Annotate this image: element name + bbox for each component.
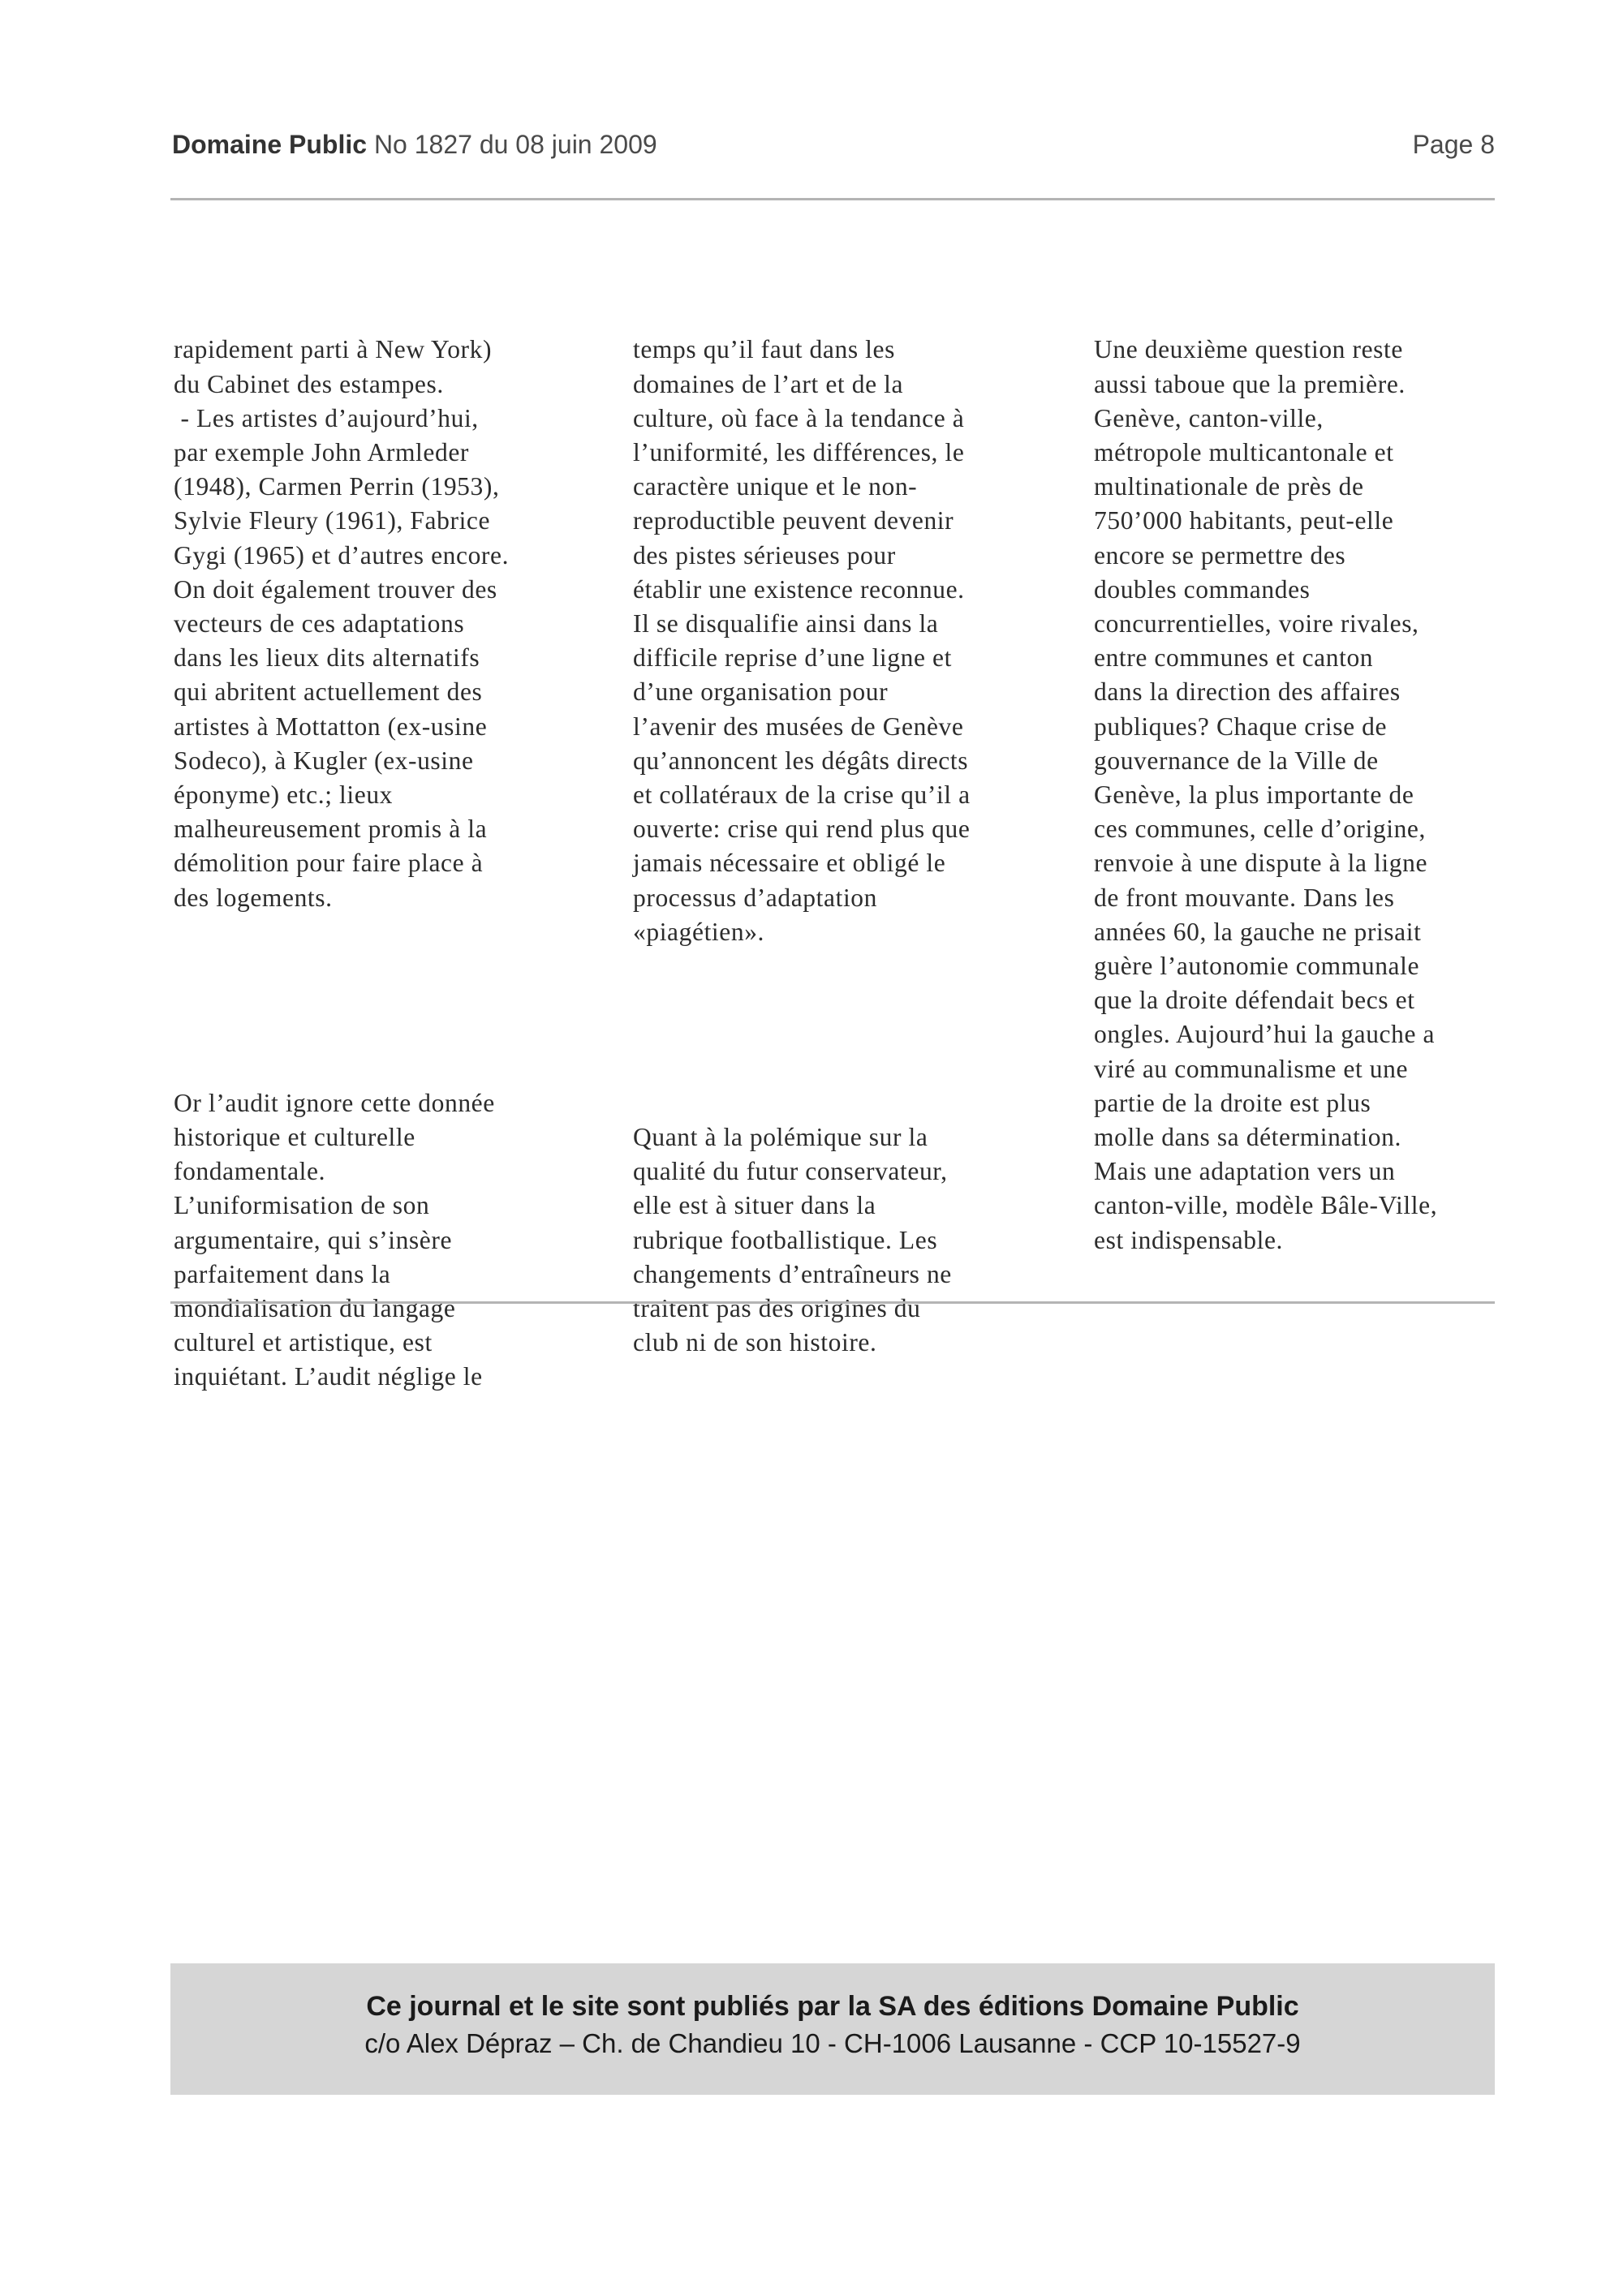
column-2-paragraph-2: Quant à la polémique sur la qualité du futur conservateur, elle est à situer dans la rubrique footballistique. Les changements d’entraîneurs ne traitent pas des origines du club ni de son histoire. — [633, 1123, 952, 1357]
column-2-paragraph-1: temps qu’il faut dans les domaines de l’art et de la culture, où face à la tendance à l’uniformité, les différences, le caractère unique et le non- reproductible peuvent devenir des pistes sérieuses pour établir une existence reconnue. Il se disqualifie ainsi dans la difficile reprise d’une ligne et d’une organisation pour l’avenir des musées de Genève qu’annoncent les dégâts directs et collatéraux de la crise qu’il a ouverte: crise qui rend plus que jamais nécessaire et obligé le processus d’adaptation «piagétien». — [633, 335, 971, 946]
footer-address-line: c/o Alex Dépraz – Ch. de Chandieu 10 - CH-1006 Lausanne - CCP 10-15527-9 — [364, 2028, 1301, 2058]
page-number: Page 8 — [1412, 130, 1495, 159]
paragraph-spacer — [633, 1017, 1071, 1051]
publisher-footer — [170, 1963, 1495, 2095]
footer-publisher-line: Ce journal et le site sont publiés par la SA des éditions Domaine Public — [366, 1991, 1299, 2022]
column-1-paragraph-2: Or l’audit ignore cette donnée historique et culturelle fondamentale. L’uniformisation de son argumentaire, qui s’insère parfaitement dans la mondialisation du langage culturel et artistique, est inquiétant. L’audit néglige le — [174, 1088, 495, 1391]
column-1-paragraph-1: rapidement parti à New York) du Cabinet des estampes. - Les artistes d’aujourd’hui, par exemple John Armleder (1948), Carmen Perrin (1953), Sylvie Fleury (1961), Fabrice Gygi (1965) et d’autres encore. On doit également trouver des vecteurs de ces adaptations dans les lieux dits alternatifs qui abritent actuellement des artistes à Mottatton (ex-usine Sodeco), à Kugler (ex-usine éponyme) etc.; lieux malheureusement promis à la démolition pour faire place à des logements. — [174, 335, 510, 912]
column-3-paragraph-1: Une deuxième question reste aussi taboue que la première. Genève, canton-ville, métropole multicantonale et multinationale de près de 750’000 habitants, peut-elle encore se permettre des doubles commandes concurrentielles, voire rivales, entre communes et canton dans la direction des affaires publiques? Chaque crise de gouvernance de la Ville de Genève, la plus importante de ces communes, celle d’origine, renvoie à une dispute à la ligne de front mouvante. Dans les années 60, la gauche ne prisait guère l’autonomie communale que la droite défendait becs et ongles. Aujourd’hui la gauche a viré au communalisme et une partie de la droite est plus molle dans sa détermination. Mais une adaptation vers un canton-ville, modèle Bâle-Ville, est indispensable. — [1094, 335, 1438, 1254]
issue-info: No 1827 du 08 juin 2009 — [373, 130, 657, 159]
paragraph-spacer — [174, 983, 612, 1017]
header-divider — [170, 198, 1495, 200]
content-divider — [170, 1301, 1495, 1304]
page-header — [172, 130, 1495, 175]
publication-name: Domaine Public — [172, 130, 368, 159]
text-column-1 — [174, 264, 612, 1429]
text-column-3 — [1094, 264, 1532, 1292]
text-column-2 — [633, 264, 1071, 1395]
